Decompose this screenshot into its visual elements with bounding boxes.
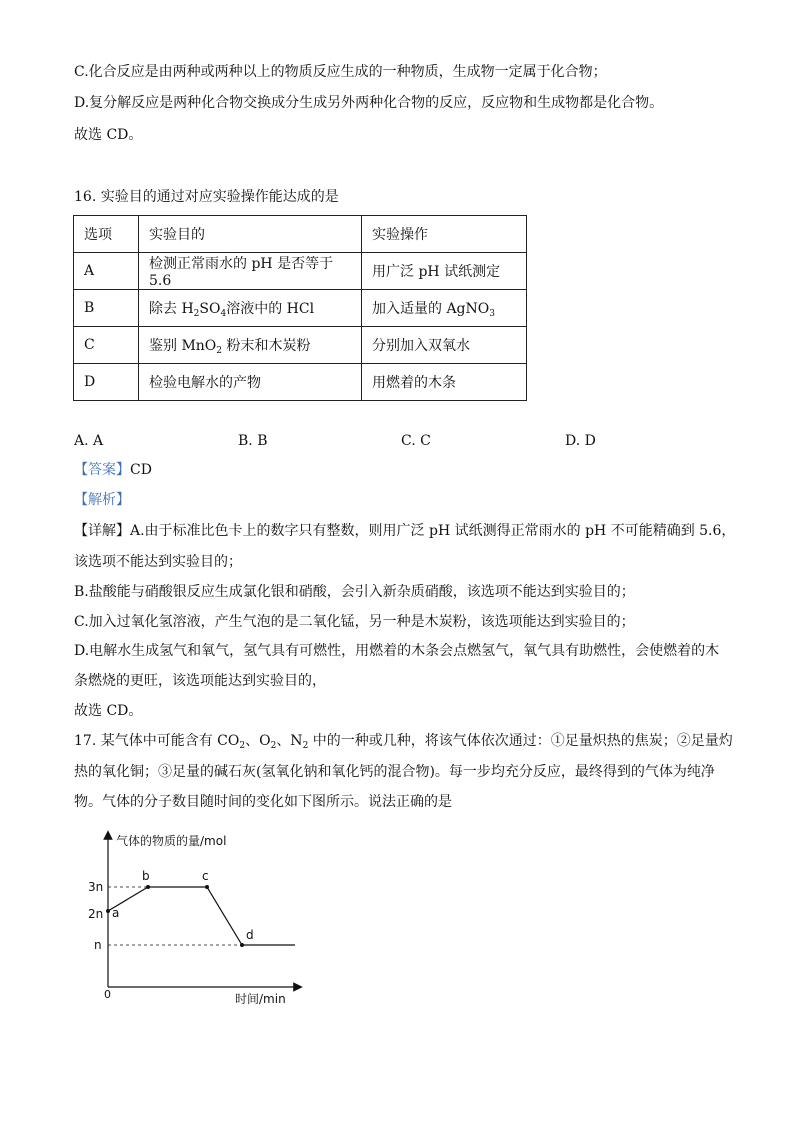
- q17-stem-line2: 热的氧化铜；③足量的碱石灰(氢氧化钠和氧化钙的混合物)。每一步均充分反应，最终得到的气体为纯净: [74, 764, 715, 780]
- table-row: [74, 253, 527, 290]
- point-d: [240, 943, 244, 947]
- detail-tag: 【详解】: [74, 523, 130, 539]
- row-option: B: [74, 290, 139, 327]
- detail-a-line2: 该选项不能达到实验目的；: [74, 554, 242, 570]
- choice-a[interactable]: A. A: [74, 433, 104, 449]
- detail-b: B.盐酸能与硝酸银反应生成氯化银和硝酸，会引入新杂质硝酸，该选项不能达到实验目的；: [74, 584, 635, 600]
- choice-d[interactable]: D. D: [565, 433, 596, 449]
- point-d-label: d: [246, 928, 254, 942]
- row-goal: 检测正常雨水的 pH 是否等于 5.6: [139, 253, 362, 290]
- y-tick-2n: 2n: [88, 907, 104, 921]
- y-tick-n: n: [94, 938, 102, 952]
- row-operation: 分别加入双氧水: [362, 327, 527, 364]
- header-operation: 实验操作: [362, 216, 527, 253]
- x-axis-label: 时间/min: [235, 992, 286, 1006]
- y-axis-label: 气体的物质的量/mol: [116, 834, 227, 848]
- table-row: [74, 364, 527, 401]
- q16-stem: 16. 实验目的通过对应实验操作能达成的是: [74, 189, 339, 205]
- detail-a-line1: 【详解】A.由于标准比色卡上的数字只有整数，则用广泛 pH 试纸测得正常雨水的 pH 不可能精确到 5.6，: [74, 523, 736, 539]
- point-c: [205, 885, 209, 889]
- q17-stem-line3: 物。气体的分子数目随时间的变化如下图所示。说法正确的是: [74, 794, 452, 810]
- y-tick-3n: 3n: [88, 880, 104, 894]
- row-goal: 检验电解水的产物: [139, 364, 362, 401]
- point-a-label: a: [112, 906, 120, 920]
- row-goal: 鉴别 MnO$_2$ 粉末和木炭粉: [139, 327, 362, 364]
- point-a: [106, 909, 110, 913]
- point-c-label: c: [202, 869, 209, 883]
- point-b-label: b: [142, 869, 150, 883]
- row-option: D: [74, 364, 139, 401]
- prev-option-d-text: D.复分解反应是两种化合物交换成分生成另外两种化合物的反应，反应物和生成物都是化合物。: [74, 95, 664, 111]
- table-header-row: [74, 216, 527, 253]
- row-operation: 用燃着的木条: [362, 364, 527, 401]
- q16-options-table: [73, 215, 527, 401]
- table-row: [74, 327, 527, 364]
- prev-option-c-text: C.化合反应是由两种或两种以上的物质反应生成的一种物质，生成物一定属于化合物；: [74, 64, 607, 80]
- q17-stem-line1: 17. 某气体中可能含有 $CO_2$、$O_2$、$N_2$ 中的一种或几种，将该气体依次通过：①足量炽热的焦炭；②足量灼: [74, 733, 733, 751]
- analysis-tag: 【解析】: [74, 492, 130, 508]
- answer-value: CD: [130, 462, 152, 478]
- detail-c: C.加入过氧化氢溶液，产生气泡的是二氧化锰，另一种是木炭粉，该选项能达到实验目的；: [74, 614, 635, 630]
- q16-select-line: 故选 CD。: [74, 703, 143, 719]
- point-b: [146, 885, 150, 889]
- answer-line: [74, 460, 152, 480]
- row-operation: 加入适量的 AgNO$_3$: [362, 290, 527, 327]
- header-option: 选项: [74, 216, 139, 253]
- origin-label: 0: [104, 988, 111, 1001]
- choice-c[interactable]: C. C: [401, 433, 431, 449]
- detail-d-line1: D.电解水生成氢气和氧气，氢气具有可燃性，用燃着的木条会点燃氢气，氧气具有助燃性，会使燃着的木: [74, 643, 720, 659]
- answer-tag: 【答案】: [74, 462, 130, 478]
- prev-select-line: 故选 CD。: [74, 127, 143, 143]
- row-operation: 用广泛 pH 试纸测定: [362, 253, 527, 290]
- row-option: A: [74, 253, 139, 290]
- row-goal: 除去 $H_2SO_4$溶液中的 HCl: [139, 290, 362, 327]
- table-row: [74, 290, 527, 327]
- gas-amount-chart: [80, 825, 320, 1010]
- choice-b[interactable]: B. B: [238, 433, 268, 449]
- row-option: C: [74, 327, 139, 364]
- detail-d-line2: 条燃烧的更旺，该选项能达到实验目的，: [74, 673, 326, 689]
- header-goal: 实验目的: [139, 216, 362, 253]
- gas-amount-line: [108, 887, 295, 945]
